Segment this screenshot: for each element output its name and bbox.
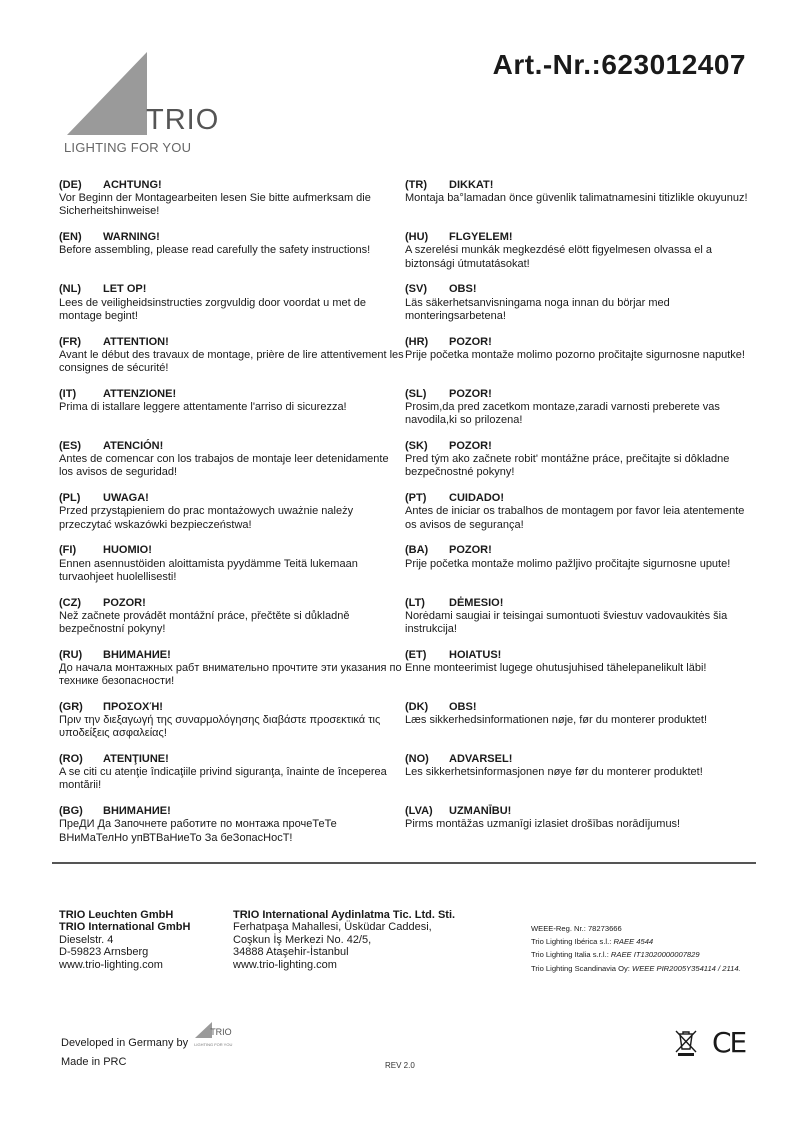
warning-title: DĖMESIO! [449,596,504,609]
footer-divider [52,862,756,864]
warning-text: Antes de iniciar os trabalhos de montagem por favor leia atentemente os avisos de segurança! [405,505,745,531]
language-code: (CZ) [59,596,81,609]
warning-heading [59,649,404,662]
language-code: (HU) [405,231,429,244]
warning-block [59,753,404,805]
warning-text: Pirms montāžas uzmanīgi izlasiet drošības norādījumus! [405,818,681,831]
warning-block [59,701,404,753]
language-code: (SK) [405,439,428,452]
warning-text: До начала монтажных рабт внимательно прочтите эти указания по технике безопасности! [59,661,402,688]
website-link[interactable]: www.trio-lighting.com [59,958,163,971]
warning-title: POZOR! [449,387,492,400]
warning-text: Prije početka montaže molimo pažljivo pročitajte sigurnosne upute! [405,557,731,570]
warning-text: Ennen asennustöiden aloittamista pyydämme Teitä lukemaan turvaohjeet huolellisesti! [59,557,358,583]
warning-text: Norėdami saugiai ir teisingai sumontuoti šviestuv vadovaukitės šia instrukcija! [405,609,728,635]
city: D-59823 Arnsberg [59,946,149,959]
mini-trio-logo [194,1024,236,1050]
warning-heading [405,492,750,505]
warning-text: Lees de veiligheidsinstructies zorgvuldig door voordat u met de montage begint! [59,296,366,322]
warning-text: Montaja ba°lamadan önce güvenlik talimatnamesini titizlikle okuyunuz! [405,192,748,205]
warning-text: Enne monteerimist lugege ohutusjuhised tähelepanelikult läbi! [405,661,707,674]
warning-text: Πριν την διεξαγωγή της συναρμολόγησης διαβάστε προσεκτικά τις υποδείξεις ασφαλείας! [59,714,381,740]
warning-block [405,336,750,388]
warning-block [405,805,750,857]
logo-tagline: LIGHTING FOR YOU [64,140,192,155]
language-code: (HR) [405,335,429,348]
warning-block [59,231,404,283]
warning-heading [405,336,750,349]
warning-title: ATENCIÓN! [103,439,164,452]
language-code: (NO) [405,753,429,766]
address-turkey [233,909,455,971]
warning-title: ADVARSEL! [449,753,513,766]
warning-block [405,179,750,231]
warning-block [59,179,404,231]
mini-logo-name: TRIO [210,1027,232,1037]
warning-block [405,544,750,596]
language-code: (ET) [405,648,427,661]
warning-title: POZOR! [103,596,146,609]
developed-by: Developed in Germany by [61,1036,189,1049]
warning-heading [59,597,404,610]
warning-title: ACHTUNG! [103,179,162,191]
trio-logo [63,52,223,156]
company-name: TRIO International Aydinlatma Tic. Ltd. Sti. [233,909,456,921]
language-code: (TR) [405,179,427,191]
warning-title: POZOR! [449,335,492,348]
language-code: (SL) [405,387,427,400]
warning-heading [59,701,404,714]
origin-info [61,1027,236,1069]
warning-heading [59,388,404,401]
language-code: (SV) [405,283,427,296]
city: 34888 Ataşehir-İstanbul [233,946,349,959]
warning-block [405,597,750,649]
warning-heading [405,179,750,192]
warning-block [405,283,750,335]
language-code: (DE) [59,179,82,191]
warning-text: A se citi cu atenţie îndicaţiile privind siguranţa, înainte de începerea montării! [59,766,387,792]
warning-block [59,336,404,388]
weee-iberica [531,935,741,948]
warning-block [405,753,750,805]
language-code: (BA) [405,544,429,557]
language-code: (DK) [405,700,429,713]
weee-scandinavia [531,962,741,975]
revision: REV 2.0 [385,1061,415,1070]
article-number: Art.-Nr.:623012407 [492,49,746,80]
warning-text: Before assembling, please read carefully the safety instructions! [59,244,371,257]
language-code: (NL) [59,283,81,296]
warning-text: Avant le début des travaux de montage, prière de lire attentivement les consignes de sécurité! [59,348,404,374]
warning-text: Pred tým ako začnete robit' montážne práce, prečitajte si dôkladne bezpečnostné pokyny! [405,453,730,479]
warning-title: HOIATUS! [449,648,502,661]
weee-label: Trio Lighting Ibérica s.l.: [531,937,614,947]
warning-block [405,701,750,753]
language-code: (LT) [405,596,425,609]
warning-heading [405,649,750,662]
warning-heading [405,753,750,766]
language-code: (FR) [59,335,81,348]
language-code: (EN) [59,231,82,244]
warning-heading [59,336,404,349]
website-link[interactable]: www.trio-lighting.com [233,958,337,971]
warning-block [405,492,750,544]
warning-title: ΠΡΟΣΟΧΉ! [103,700,163,713]
warning-heading [59,283,404,296]
weee-label: Trio Lighting Italia s.r.l.: [531,950,611,960]
warning-block [405,440,750,492]
warning-title: LET OP! [103,283,147,296]
warning-text: Antes de comencar con los trabajos de montaje leer detenidamente los avisos de seguridad! [59,453,389,479]
warning-text: ПреДИ Да Започнете работите по монтажа прочеТеТе ВНиМаТелНо упВТВаНиеТо За беЗопасНосТ! [59,818,337,844]
warning-heading [405,440,750,453]
warning-text: Vor Beginn der Montagearbeiten lesen Sie bitte aufmerksam die Sicherheitshinweise! [59,192,371,218]
warning-title: DIKKAT! [449,179,494,191]
building: Coşkun İş Merkezi No. 42/5, [233,933,372,946]
warning-heading [59,179,404,192]
weee-label: Trio Lighting Scandinavia Oy: [531,963,633,973]
warning-heading [59,805,404,818]
address-germany [59,909,190,971]
warning-title: POZOR! [449,544,492,557]
warning-title: CUIDADO! [449,492,504,505]
warning-heading [59,544,404,557]
warning-text: Než začnete provádět montážní práce, přečtěte si důkladně bezpečnostní pokyny! [59,609,350,635]
warning-block [59,388,404,440]
warning-title: ВНИМАНИЕ! [103,648,171,661]
warning-block [59,597,404,649]
warning-block [59,805,404,857]
warning-text: Les sikkerhetsinformasjonen nøye før du monterer produktet! [405,766,703,779]
warning-title: ATTENTION! [103,335,169,348]
warning-title: UWAGA! [103,492,149,505]
warning-heading [405,701,750,714]
warning-title: OBS! [449,700,477,713]
warning-block [59,283,404,335]
warning-text: Przed przystąpieniem do prac montażowych uważnie należy przeczytać wskazówki bezpieczeństwa! [59,505,354,531]
company-name: TRIO Leuchten GmbH [59,909,174,921]
language-code: (PT) [405,492,427,505]
weee-reg: WEEE-Reg. Nr.: 78273666 [531,924,622,933]
warnings-right-column [405,179,750,857]
warning-block [59,440,404,492]
language-code: (FI) [59,544,77,557]
weee-registrations [531,922,741,975]
language-code: (GR) [59,700,83,713]
mini-logo-tagline: LIGHTING FOR YOU [194,1042,233,1047]
warning-title: OBS! [449,283,477,296]
language-code: (ES) [59,439,81,452]
language-code: (LVA) [405,805,433,818]
language-code: (IT) [59,387,77,400]
warning-heading [405,544,750,557]
made-in: Made in PRC [61,1056,127,1068]
ce-mark-icon: CE [712,1026,746,1059]
warning-title: ATENŢIUNE! [103,753,169,766]
warning-text: A szerelési munkák megkezdésé elött figyelmesen olvassa el a biztonsági útmutatásokat! [405,244,712,270]
compliance-marks [674,1026,756,1058]
warning-title: HUOMIO! [103,544,152,557]
language-code: (RU) [59,648,83,661]
warning-title: UZMANĪBU! [449,805,512,818]
company-name: TRIO International GmbH [59,921,191,934]
warning-text: Læs sikkerhedsinformationen nøje, før du monterer produktet! [405,714,708,727]
warning-title: FLGYELEM! [449,231,513,244]
weee-italia [531,948,741,961]
warning-heading [405,597,750,610]
weee-value: WEEE PIR2005Y354114 / 2114. [632,963,741,973]
warning-heading [59,753,404,766]
language-code: (PL) [59,492,81,505]
warning-block [59,649,404,701]
warning-text: Prije početka montaže molimo pozorno pročitajte sigurnosne naputke! [405,348,745,361]
weee-bin-icon [674,1028,698,1058]
weee-value: RAEE 4544 [613,937,654,947]
warning-title: POZOR! [449,439,492,452]
warning-block [59,492,404,544]
warning-heading [405,805,750,818]
warning-heading [59,231,404,244]
warning-heading [405,231,750,244]
warning-text: Prosim,da pred zacetkom montaze,zaradi varnosti preberete vas navodila,ki so prilozena! [405,400,720,427]
warning-heading [405,283,750,296]
warning-block [59,544,404,596]
warning-block [405,388,750,440]
street: Dieselstr. 4 [59,933,114,946]
warning-title: ATTENZIONE! [103,387,177,400]
warning-text: Läs säkerhetsanvisningama noga innan du börjar med monteringsarbetena! [405,296,670,322]
warning-heading [59,440,404,453]
weee-value: RAEE IT13020000007829 [610,950,700,960]
warning-text: Prima di istallare leggere attentamente l'arriso di sicurezza! [59,400,347,413]
language-code: (BG) [59,805,83,818]
warning-heading [405,388,750,401]
warning-block [405,231,750,283]
logo-name: TRIO [146,104,220,136]
warning-title: WARNING! [103,231,160,244]
warnings-left-column [59,179,404,857]
warning-heading [59,492,404,505]
warning-block [405,649,750,701]
language-code: (RO) [59,753,83,766]
warning-title: ВНИМАНИЕ! [103,805,171,818]
street: Ferhatpaşa Mahallesi, Üsküdar Caddesi, [233,921,432,934]
